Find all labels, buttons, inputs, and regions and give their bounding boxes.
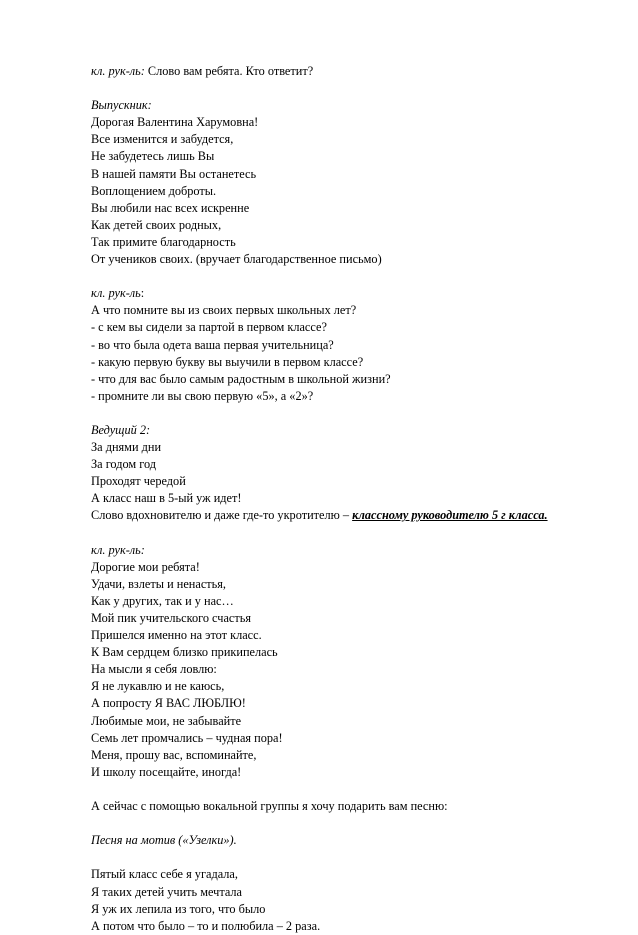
blank-line <box>91 849 591 866</box>
text-line <box>91 63 591 80</box>
text-line: Вы любили нас всех искренне <box>91 200 250 215</box>
text-line: И школу посещайте, иногда! <box>91 764 242 779</box>
blank-line <box>91 525 591 542</box>
text-line: - с кем вы сидели за партой в первом классе? <box>91 320 327 335</box>
text-line <box>91 285 591 302</box>
text-line: Меня, прошу вас, вспоминайте, <box>91 747 257 762</box>
text-line: - во что была одета ваша первая учительница? <box>91 337 334 352</box>
text-line: К Вам сердцем близко прикипелась <box>91 645 278 660</box>
text-run: : <box>140 286 145 301</box>
text-line: За днями дни <box>91 440 162 455</box>
text-line: Ведущий 2: <box>91 422 151 437</box>
text-line: Удачи, взлеты и ненастья, <box>91 576 226 591</box>
blank-line <box>91 781 591 798</box>
text-line: А потом что было – то и полюбила – 2 раза. <box>91 918 321 933</box>
text-run: классному руководителю 5 г класса. <box>352 508 548 523</box>
blank-line <box>91 405 591 422</box>
text-line: Я таких детей учить мечтала <box>91 884 243 899</box>
document-body <box>91 63 591 935</box>
text-line: Песня на мотив («Узелки»). <box>91 833 237 848</box>
text-line: Не забудетесь лишь Вы <box>91 149 215 164</box>
text-line: Пришелся именно на этот класс. <box>91 628 262 643</box>
text-run: кл. рук-ль: <box>91 64 145 78</box>
text-line: Семь лет промчались – чудная пора! <box>91 730 283 745</box>
text-run: Слово вам ребята. Кто ответит? <box>144 64 314 78</box>
text-line: - промните ли вы свою первую «5», а «2»? <box>91 388 314 403</box>
text-line: Любимые мои, не забывайте <box>91 713 242 728</box>
text-line: За годом год <box>91 457 157 472</box>
text-line: От учеников своих. (вручает благодарственное письмо) <box>91 252 382 267</box>
blank-line <box>91 80 591 97</box>
text-line: Проходят чередой <box>91 474 186 489</box>
text-line: Дорогие мои ребята! <box>91 559 200 574</box>
text-line: А что помните вы из своих первых школьных лет? <box>91 303 357 318</box>
text-line: Я уж их лепила из того, что было <box>91 901 266 916</box>
text-line: А класс наш в 5-ый уж идет! <box>91 491 242 506</box>
text-line: - что для вас было самым радостным в школьной жизни? <box>91 371 391 386</box>
text-run: кл. рук-ль <box>91 286 141 301</box>
blank-line <box>91 815 591 832</box>
blank-line <box>91 268 591 285</box>
text-run: Слово вдохновителю и даже где-то укротителю – <box>91 508 353 523</box>
text-line: - какую первую букву вы выучили в первом классе? <box>91 354 364 369</box>
text-line: Дорогая Валентина Харумовна! <box>91 115 259 130</box>
text-line: кл. рук-ль: <box>91 542 145 557</box>
text-line: Все изменится и забудется, <box>91 132 234 147</box>
text-line: Мой пик учительского счастья <box>91 611 251 625</box>
text-line: А сейчас с помощью вокальной группы я хочу подарить вам песню: <box>91 799 448 814</box>
text-line: А попросту Я ВАС ЛЮБЛЮ! <box>91 696 246 711</box>
text-line <box>91 507 591 524</box>
text-line: Как детей своих родных, <box>91 217 222 232</box>
text-line: Как у других, так и у нас… <box>91 593 234 608</box>
text-line: В нашей памяти Вы останетесь <box>91 166 257 181</box>
text-line: На мысли я себя ловлю: <box>91 662 217 677</box>
text-line: Я не лукавлю и не каюсь, <box>91 679 225 694</box>
text-line: Выпускник: <box>91 98 152 113</box>
text-line: Пятый класс себе я угадала, <box>91 867 238 882</box>
text-line: Так примите благодарность <box>91 234 236 249</box>
text-line: Воплощением доброты. <box>91 183 217 198</box>
